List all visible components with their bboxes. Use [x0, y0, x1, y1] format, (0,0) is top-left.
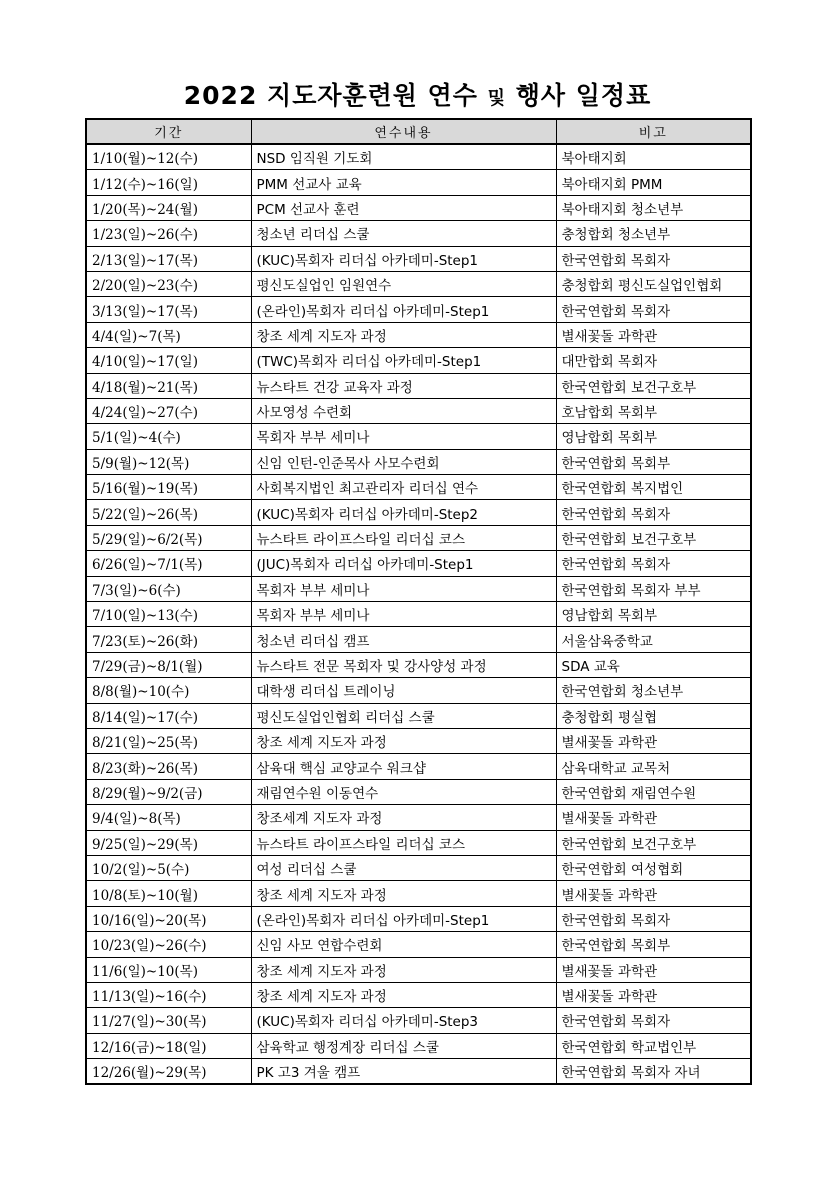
table-row: [86, 906, 751, 931]
row-period: 5/16(월)~19(목): [86, 475, 251, 500]
row-period: 4/18(월)~21(목): [86, 373, 251, 398]
row-content: (온라인)목회자 리더십 아카데미-Step1: [251, 906, 556, 931]
row-content: PCM 선교사 훈련: [251, 195, 556, 220]
row-period: 5/29(일)~6/2(목): [86, 525, 251, 550]
table-row: [86, 475, 751, 500]
row-period: 2/13(일)~17(목): [86, 246, 251, 271]
header-period: 기간: [86, 119, 251, 144]
table-row: [86, 1059, 751, 1085]
row-note: 호남합회 목회부: [556, 398, 751, 423]
row-content: PK 고3 겨울 캠프: [251, 1059, 556, 1085]
row-note: 별새꽃돌 과학관: [556, 805, 751, 830]
table-row: [86, 728, 751, 753]
row-note: 별새꽃돌 과학관: [556, 322, 751, 347]
table-row: [86, 830, 751, 855]
row-period: 5/22(일)~26(목): [86, 500, 251, 525]
row-note: 한국연합회 보건구호부: [556, 525, 751, 550]
row-note: 별새꽃돌 과학관: [556, 881, 751, 906]
row-period: 8/14(일)~17(수): [86, 703, 251, 728]
title-part-3: 행사 일정표: [506, 81, 652, 110]
row-period: 12/16(금)~18(일): [86, 1033, 251, 1058]
table-row: [86, 551, 751, 576]
row-content: 창조 세계 지도자 과정: [251, 982, 556, 1007]
table-row: [86, 170, 751, 195]
row-note: 한국연합회 보건구호부: [556, 373, 751, 398]
row-note: 북아태지회: [556, 144, 751, 170]
row-note: 한국연합회 재림연수원: [556, 779, 751, 804]
row-period: 6/26(일)~7/1(목): [86, 551, 251, 576]
row-note: 한국연합회 학교법인부: [556, 1033, 751, 1058]
row-period: 7/29(금)~8/1(월): [86, 652, 251, 677]
table-row: [86, 1008, 751, 1033]
row-note: 한국연합회 목회자: [556, 551, 751, 576]
row-period: 5/1(일)~4(수): [86, 424, 251, 449]
row-note: 별새꽃돌 과학관: [556, 982, 751, 1007]
row-period: 8/8(월)~10(수): [86, 678, 251, 703]
row-period: 10/2(일)~5(수): [86, 855, 251, 880]
row-period: 4/24(일)~27(수): [86, 398, 251, 423]
row-note: SDA 교육: [556, 652, 751, 677]
row-note: 별새꽃돌 과학관: [556, 728, 751, 753]
row-period: 4/4(일)~7(목): [86, 322, 251, 347]
table-row: [86, 322, 751, 347]
row-period: 11/6(일)~10(목): [86, 957, 251, 982]
table-row: [86, 221, 751, 246]
row-content: 사모영성 수련회: [251, 398, 556, 423]
row-content: 창조세계 지도자 과정: [251, 805, 556, 830]
table-row: [86, 576, 751, 601]
row-note: 한국연합회 목회자: [556, 500, 751, 525]
table-row: [86, 449, 751, 474]
row-content: 목회자 부부 세미나: [251, 602, 556, 627]
row-period: 2/20(일)~23(수): [86, 271, 251, 296]
row-period: 12/26(월)~29(목): [86, 1059, 251, 1085]
row-note: 영남합회 목회부: [556, 424, 751, 449]
row-note: 서울삼육중학교: [556, 627, 751, 652]
header-row: [86, 119, 751, 144]
table-body: [86, 144, 751, 1084]
row-note: 충청합회 평신도실업인협회: [556, 271, 751, 296]
row-note: 한국연합회 목회부: [556, 449, 751, 474]
row-period: 11/27(일)~30(목): [86, 1008, 251, 1033]
table-row: [86, 373, 751, 398]
row-content: (KUC)목회자 리더십 아카데미-Step1: [251, 246, 556, 271]
table-row: [86, 297, 751, 322]
row-period: 7/23(토)~26(화): [86, 627, 251, 652]
row-note: 한국연합회 목회자: [556, 1008, 751, 1033]
table-row: [86, 779, 751, 804]
row-period: 10/8(토)~10(월): [86, 881, 251, 906]
row-content: (KUC)목회자 리더십 아카데미-Step3: [251, 1008, 556, 1033]
row-period: 10/16(일)~20(목): [86, 906, 251, 931]
table-row: [86, 982, 751, 1007]
row-content: 평신도실업인 임원연수: [251, 271, 556, 296]
row-note: 충청합회 청소년부: [556, 221, 751, 246]
table-row: [86, 703, 751, 728]
row-note: 한국연합회 목회자: [556, 906, 751, 931]
row-period: 10/23(일)~26(수): [86, 932, 251, 957]
row-content: 창조 세계 지도자 과정: [251, 957, 556, 982]
row-content: 여성 리더십 스쿨: [251, 855, 556, 880]
row-note: 북아태지회 청소년부: [556, 195, 751, 220]
row-content: 평신도실업인협회 리더십 스쿨: [251, 703, 556, 728]
document-title: [0, 76, 835, 116]
row-content: 창조 세계 지도자 과정: [251, 322, 556, 347]
row-period: 1/20(목)~24(월): [86, 195, 251, 220]
row-period: 4/10(일)~17(일): [86, 348, 251, 373]
row-note: 영남합회 목회부: [556, 602, 751, 627]
title-part-2: 및: [487, 88, 507, 109]
table-row: [86, 246, 751, 271]
table-row: [86, 957, 751, 982]
row-period: 3/13(일)~17(목): [86, 297, 251, 322]
row-note: 한국연합회 청소년부: [556, 678, 751, 703]
table-row: [86, 348, 751, 373]
table-row: [86, 525, 751, 550]
row-note: 한국연합회 목회자 부부: [556, 576, 751, 601]
row-note: 한국연합회 목회부: [556, 932, 751, 957]
table-row: [86, 144, 751, 170]
row-content: 재림연수원 이동연수: [251, 779, 556, 804]
table-row: [86, 398, 751, 423]
row-content: (JUC)목회자 리더십 아카데미-Step1: [251, 551, 556, 576]
table-row: [86, 424, 751, 449]
row-content: 청소년 리더십 캠프: [251, 627, 556, 652]
row-period: 8/23(화)~26(목): [86, 754, 251, 779]
row-note: 한국연합회 목회자: [556, 246, 751, 271]
table-row: [86, 754, 751, 779]
row-note: 별새꽃돌 과학관: [556, 957, 751, 982]
row-note: 한국연합회 목회자 자녀: [556, 1059, 751, 1085]
row-content: 뉴스타트 건강 교육자 과정: [251, 373, 556, 398]
row-note: 충청합회 평실협: [556, 703, 751, 728]
row-content: 삼육학교 행정계장 리더십 스쿨: [251, 1033, 556, 1058]
row-content: 창조 세계 지도자 과정: [251, 881, 556, 906]
row-note: 북아태지회 PMM: [556, 170, 751, 195]
row-period: 8/21(일)~25(목): [86, 728, 251, 753]
row-note: 삼육대학교 교목처: [556, 754, 751, 779]
table-row: [86, 881, 751, 906]
table-row: [86, 652, 751, 677]
row-note: 한국연합회 복지법인: [556, 475, 751, 500]
row-content: 사회복지법인 최고관리자 리더십 연수: [251, 475, 556, 500]
row-content: (온라인)목회자 리더십 아카데미-Step1: [251, 297, 556, 322]
header-note: 비고: [556, 119, 751, 144]
row-note: 한국연합회 여성협회: [556, 855, 751, 880]
row-period: 7/10(일)~13(수): [86, 602, 251, 627]
row-content: 신임 사모 연합수련회: [251, 932, 556, 957]
table-row: [86, 271, 751, 296]
row-content: 대학생 리더십 트레이닝: [251, 678, 556, 703]
table-row: [86, 678, 751, 703]
row-content: 신임 인턴-인준목사 사모수련회: [251, 449, 556, 474]
row-content: NSD 임직원 기도회: [251, 144, 556, 170]
table-row: [86, 855, 751, 880]
row-content: 뉴스타트 라이프스타일 리더십 코스: [251, 525, 556, 550]
row-period: 1/23(일)~26(수): [86, 221, 251, 246]
row-content: 청소년 리더십 스쿨: [251, 221, 556, 246]
table-row: [86, 500, 751, 525]
schedule-table: [85, 118, 752, 1085]
row-content: 뉴스타트 전문 목회자 및 강사양성 과정: [251, 652, 556, 677]
row-period: 8/29(월)~9/2(금): [86, 779, 251, 804]
row-period: 5/9(월)~12(목): [86, 449, 251, 474]
row-content: 목회자 부부 세미나: [251, 424, 556, 449]
table-row: [86, 1033, 751, 1058]
row-content: (TWC)목회자 리더십 아카데미-Step1: [251, 348, 556, 373]
table-row: [86, 602, 751, 627]
row-content: 뉴스타트 라이프스타일 리더십 코스: [251, 830, 556, 855]
table-row: [86, 805, 751, 830]
row-period: 1/10(월)~12(수): [86, 144, 251, 170]
row-period: 11/13(일)~16(수): [86, 982, 251, 1007]
row-period: 7/3(일)~6(수): [86, 576, 251, 601]
row-note: 대만합회 목회자: [556, 348, 751, 373]
row-content: (KUC)목회자 리더십 아카데미-Step2: [251, 500, 556, 525]
title-part-1: 2022 지도자훈련원 연수: [183, 81, 488, 110]
row-period: 9/4(일)~8(목): [86, 805, 251, 830]
row-content: 목회자 부부 세미나: [251, 576, 556, 601]
table-row: [86, 627, 751, 652]
row-content: 삼육대 핵심 교양교수 워크샵: [251, 754, 556, 779]
row-period: 9/25(일)~29(목): [86, 830, 251, 855]
row-note: 한국연합회 목회자: [556, 297, 751, 322]
table-header: [86, 119, 751, 144]
row-content: PMM 선교사 교육: [251, 170, 556, 195]
row-note: 한국연합회 보건구호부: [556, 830, 751, 855]
row-content: 창조 세계 지도자 과정: [251, 728, 556, 753]
header-content: 연수내용: [251, 119, 556, 144]
table-row: [86, 932, 751, 957]
table-row: [86, 195, 751, 220]
row-period: 1/12(수)~16(일): [86, 170, 251, 195]
